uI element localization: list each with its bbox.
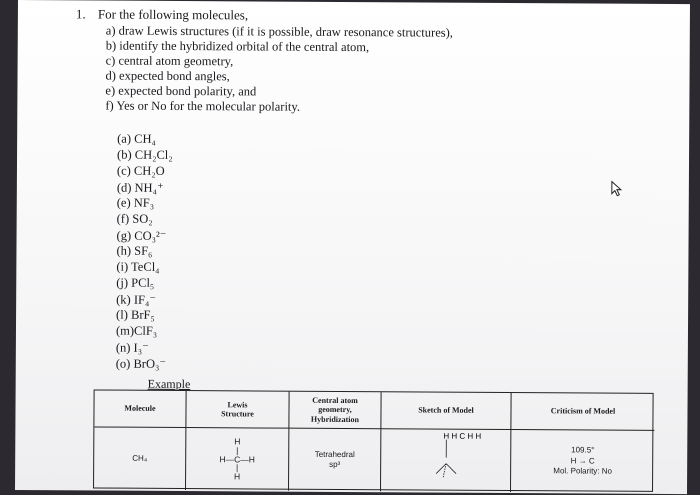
task-a: a) draw Lewis structures (if it is possible, draw resonance structures), <box>105 23 453 40</box>
example-label: Example <box>147 376 191 392</box>
sketch-atom-top: H H C H H <box>443 431 482 441</box>
cell-criticism <box>511 430 654 493</box>
molecule-d: (d) NH₄⁺ <box>116 180 164 195</box>
molecule-g: (g) CO₃²⁻ <box>116 228 167 243</box>
molecule-e: (e) NF₃ <box>116 195 155 210</box>
header-criticism: Criticism of Model <box>511 393 654 431</box>
molecule-f: (f) SO₂ <box>116 211 153 226</box>
molecule-l: (l) BrF₅ <box>116 307 155 322</box>
header-molecule: Molecule <box>94 390 186 428</box>
molecule-m: (m)ClF₃ <box>115 323 158 338</box>
cell-central-geometry: Tetrahedral sp³ <box>289 429 381 492</box>
task-d: d) expected bond angles, <box>105 68 230 84</box>
molecule-k: (k) IF₄⁻ <box>116 292 156 307</box>
mouse-pointer-icon <box>611 181 623 197</box>
header-sketch: Sketch of Model <box>381 392 511 430</box>
molecule-i: (i) TeCl₄ <box>116 259 160 274</box>
task-c: c) central atom geometry, <box>105 53 234 69</box>
example-table <box>93 389 654 491</box>
criticism-bond-polarity: H → C <box>570 456 595 466</box>
question-prompt: For the following molecules, <box>97 6 249 23</box>
question-number: 1. <box>75 6 86 22</box>
task-b: b) identify the hybridized orbital of the central atom, <box>105 38 370 55</box>
molecule-h: (h) SF₆ <box>116 243 153 258</box>
cell-sketch <box>381 429 511 492</box>
criticism-molecular-polarity: Mol. Polarity: No <box>553 466 613 476</box>
cell-lewis-structure: H | H—C—H | H <box>186 428 289 491</box>
tetrahedral-sketch <box>381 429 511 492</box>
task-e: e) expected bond polarity, and <box>105 83 257 99</box>
header-central-atom: Central atom geometry, Hybridization <box>289 392 381 430</box>
cell-molecule: CH₄ <box>94 427 186 490</box>
molecule-j: (j) PCl₅ <box>116 275 155 290</box>
molecule-a: (a) CH₄ <box>117 131 156 146</box>
molecule-c: (c) CH₂O <box>116 163 165 178</box>
header-lewis: Lewis Structure <box>186 391 289 429</box>
molecule-b: (b) CH₂Cl₂ <box>117 147 173 162</box>
worksheet-page <box>15 0 690 494</box>
criticism-bond-angle: 109.5° <box>571 445 595 455</box>
task-f: f) Yes or No for the molecular polarity. <box>105 98 301 114</box>
molecule-o: (o) BrO₃⁻ <box>115 356 167 371</box>
molecule-n: (n) I₃⁻ <box>115 340 149 355</box>
